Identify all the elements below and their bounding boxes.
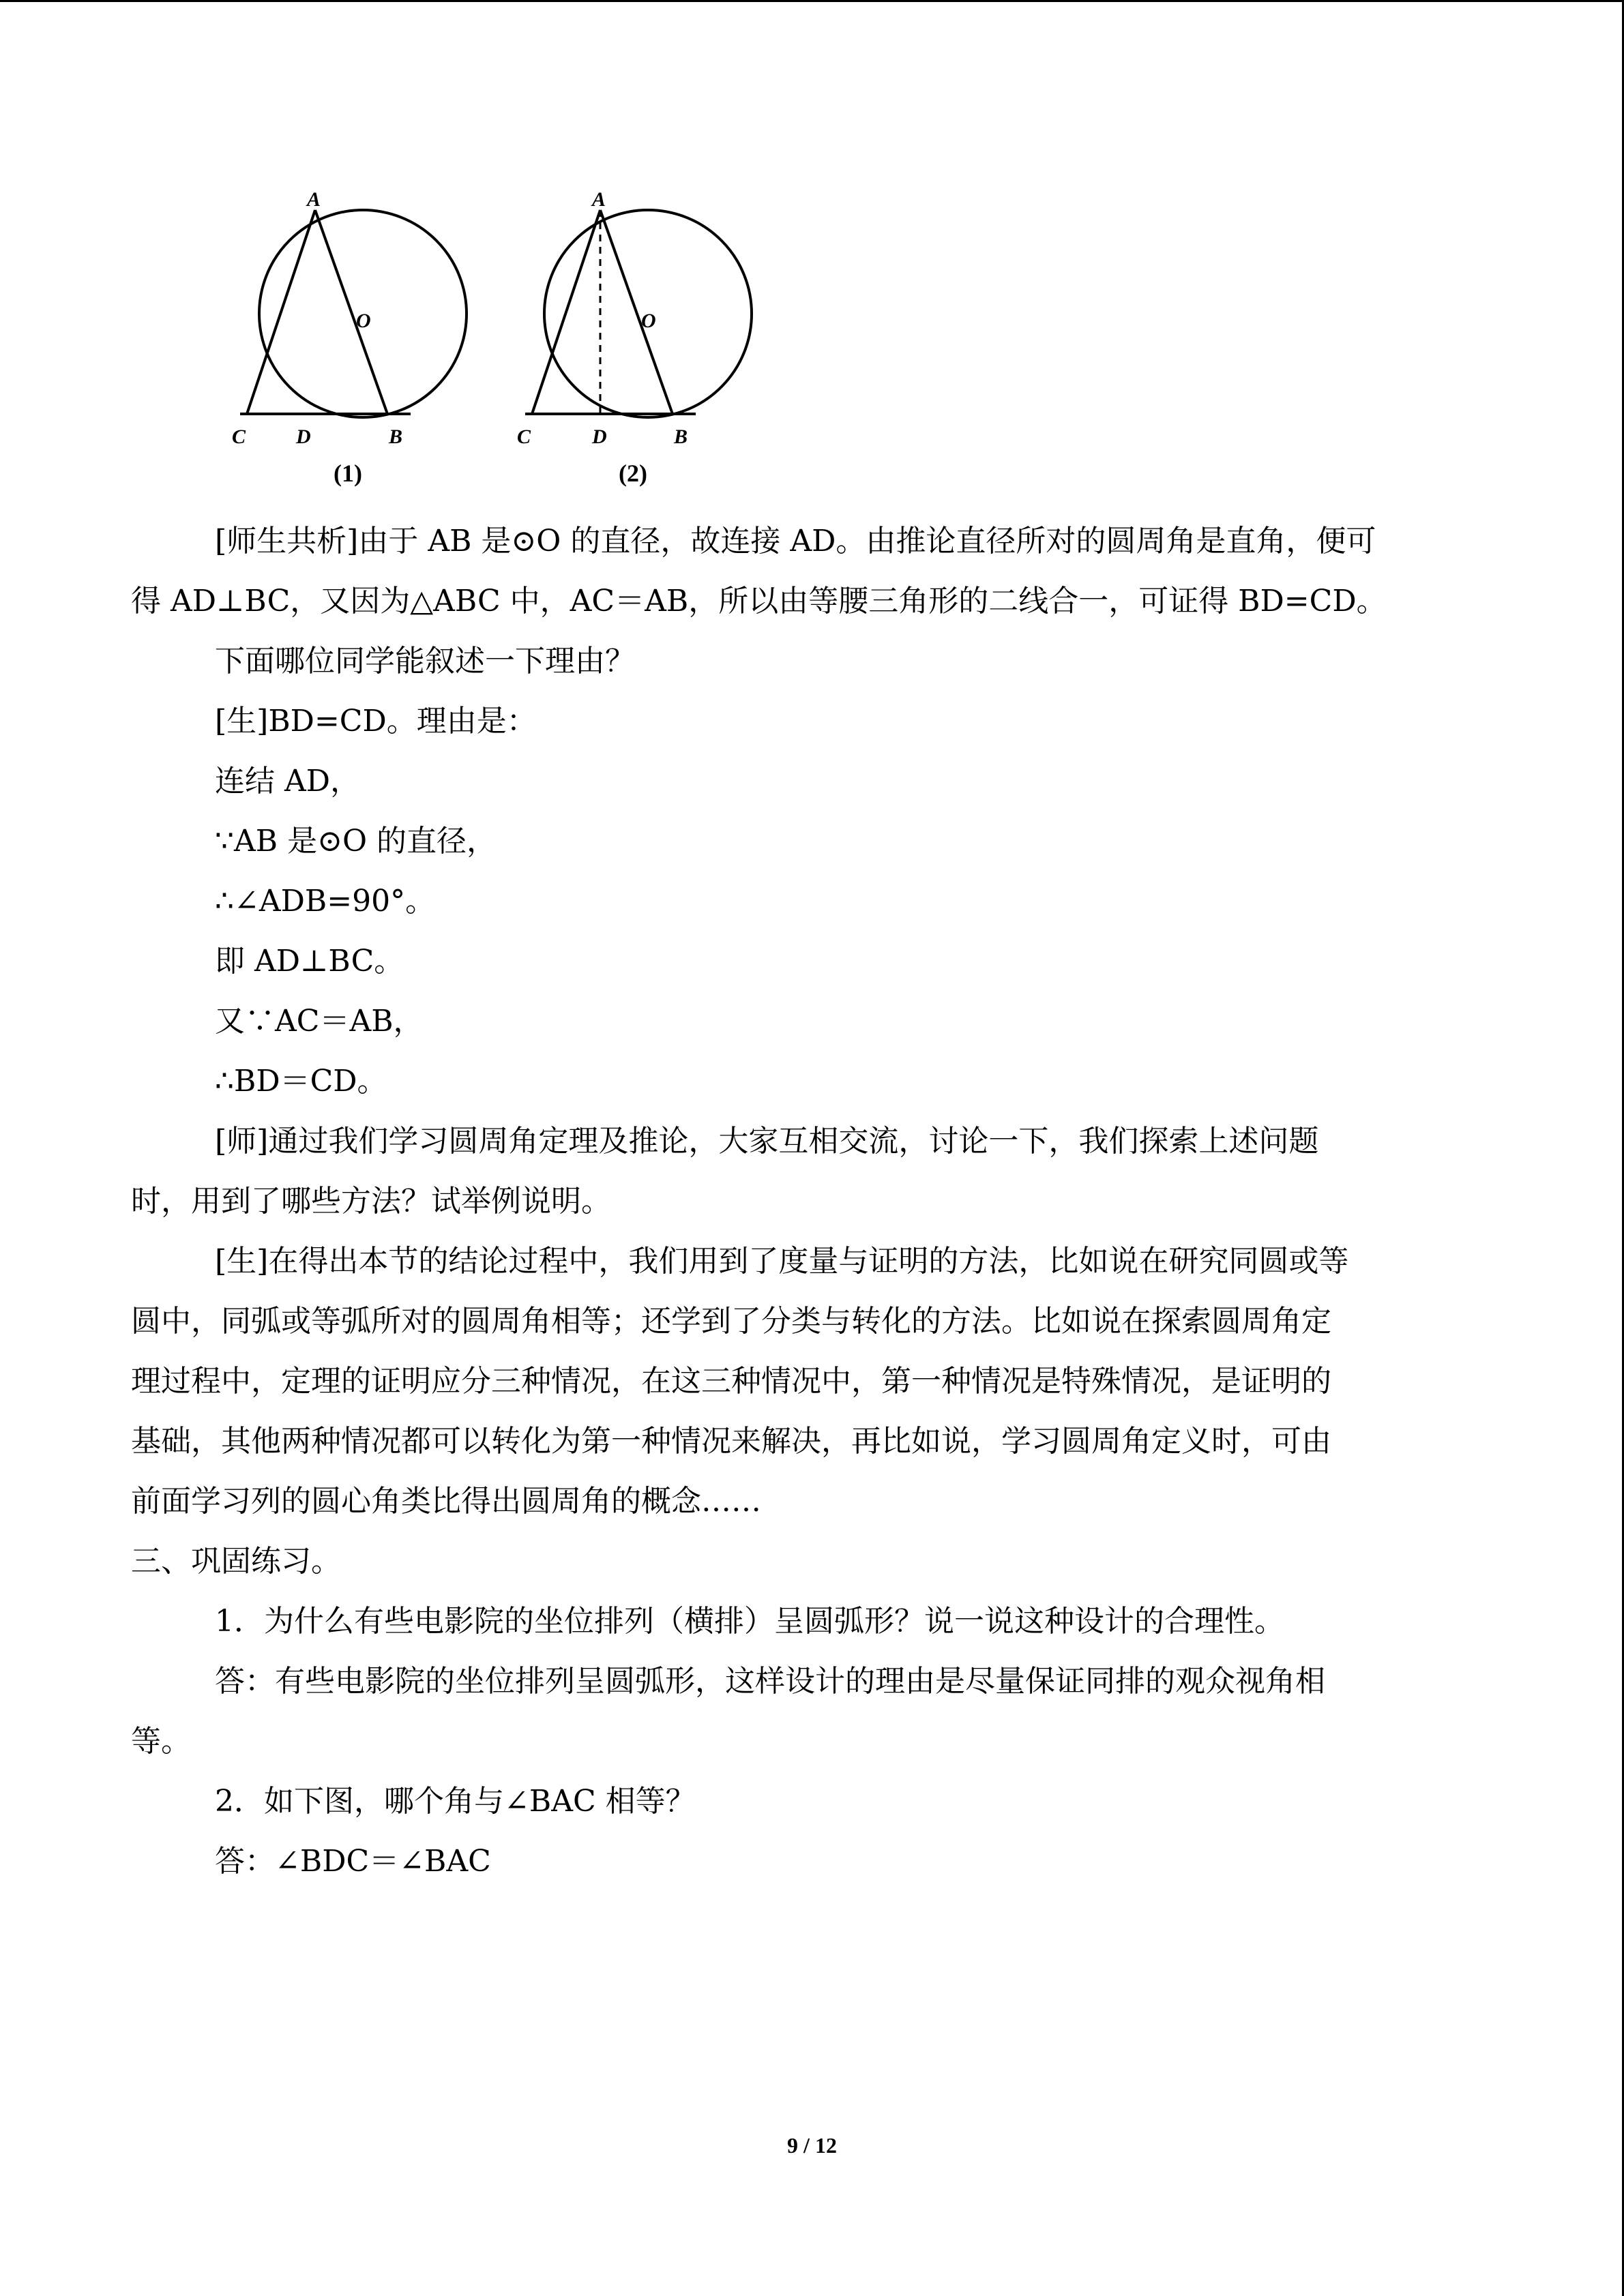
paragraph-student-line-1: [生]在得出本节的结论过程中，我们用到了度量与证明的方法，比如说在研究同圆或等 — [215, 1244, 1349, 1279]
figure-1 — [211, 191, 484, 505]
exercise-1-answer-line-1: 答：有些电影院的坐位排列呈圆弧形，这样设计的理由是尽量保证同排的观众视角相 — [215, 1664, 1325, 1699]
figure-2-label-d: D — [592, 426, 607, 448]
paragraph-teacher-line-2: 时，用到了哪些方法？试举例说明。 — [131, 1184, 611, 1219]
figure-2-label-b: B — [674, 426, 688, 448]
figure-1-side-ab — [315, 210, 387, 414]
figure-2-side-ac — [532, 210, 600, 414]
figure-2-label-a: A — [592, 191, 606, 211]
proof-step-1: 连结 AD， — [215, 764, 361, 799]
page-number: 9 / 12 — [787, 2133, 837, 2158]
paragraph-student-line-3: 理过程中，定理的证明应分三种情况，在这三种情况中，第一种情况是特殊情况，是证明的 — [131, 1364, 1331, 1399]
figure-2-label-c: C — [517, 426, 531, 448]
paragraph-teacher-line-1: [师]通过我们学习圆周角定理及推论，大家互相交流，讨论一下，我们探索上述问题 — [215, 1124, 1319, 1159]
exercise-2-answer: 答：∠BDC＝∠BAC — [215, 1844, 491, 1879]
figure-1-label-c: C — [232, 426, 246, 448]
figure-2-caption: (2) — [619, 460, 647, 487]
figure-2-label-o: O — [641, 310, 656, 332]
exercise-1-answer-line-2: 等。 — [131, 1724, 191, 1759]
exercise-2-question: 2．如下图，哪个角与∠BAC 相等？ — [215, 1784, 696, 1819]
figure-1-caption: (1) — [334, 460, 362, 487]
document-body — [131, 511, 1468, 1892]
paragraph-student-line-5: 前面学习列的圆心角类比得出圆周角的概念…… — [131, 1484, 761, 1519]
proof-step-6: ∴BD＝CD。 — [215, 1064, 387, 1099]
figure-2 — [497, 191, 769, 505]
paragraph-student-line-4: 基础，其他两种情况都可以转化为第一种情况来解决，再比如说，学习圆周角定义时，可由 — [131, 1424, 1331, 1459]
proof-step-4: 即 AD⊥BC。 — [215, 944, 404, 979]
figure-2-diagram — [497, 191, 769, 464]
figure-1-side-ac — [247, 210, 315, 414]
paragraph-analysis-line-2: 得 AD⊥BC，又因为△ABC 中，AC＝AB，所以由等腰三角形的二线合一，可证得 BD=CD。 — [131, 584, 1387, 618]
figure-1-label-o: O — [356, 310, 371, 332]
figure-1-diagram — [211, 191, 484, 464]
paragraph-question: 下面哪位同学能叙述一下理由？ — [215, 644, 635, 679]
figure-1-label-b: B — [389, 426, 403, 448]
proof-step-3: ∴∠ADB=90°。 — [215, 884, 436, 919]
exercise-1-question: 1．为什么有些电影院的坐位排列（横排）呈圆弧形？说一说这种设计的合理性。 — [215, 1604, 1284, 1639]
paragraph-analysis-line-1: [师生共析]由于 AB 是⊙O 的直径，故连接 AD。由推论直径所对的圆周角是直角，便可 — [215, 524, 1376, 558]
figure-1-label-d: D — [296, 426, 311, 448]
paragraph-student-line-2: 圆中，同弧或等弧所对的圆周角相等；还学到了分类与转化的方法。比如说在探索圆周角定 — [131, 1304, 1331, 1339]
figure-1-label-a: A — [307, 191, 321, 211]
paragraph-student-answer: [生]BD=CD。理由是： — [215, 704, 537, 739]
page-top-border — [0, 0, 1624, 2]
geometry-figures — [211, 191, 771, 505]
section-heading-practice: 三、巩固练习。 — [131, 1544, 341, 1579]
proof-step-5: 又∵AC＝AB， — [215, 1004, 424, 1039]
figure-2-side-ab — [600, 210, 673, 414]
proof-step-2: ∵AB 是⊙O 的直径， — [215, 824, 497, 859]
